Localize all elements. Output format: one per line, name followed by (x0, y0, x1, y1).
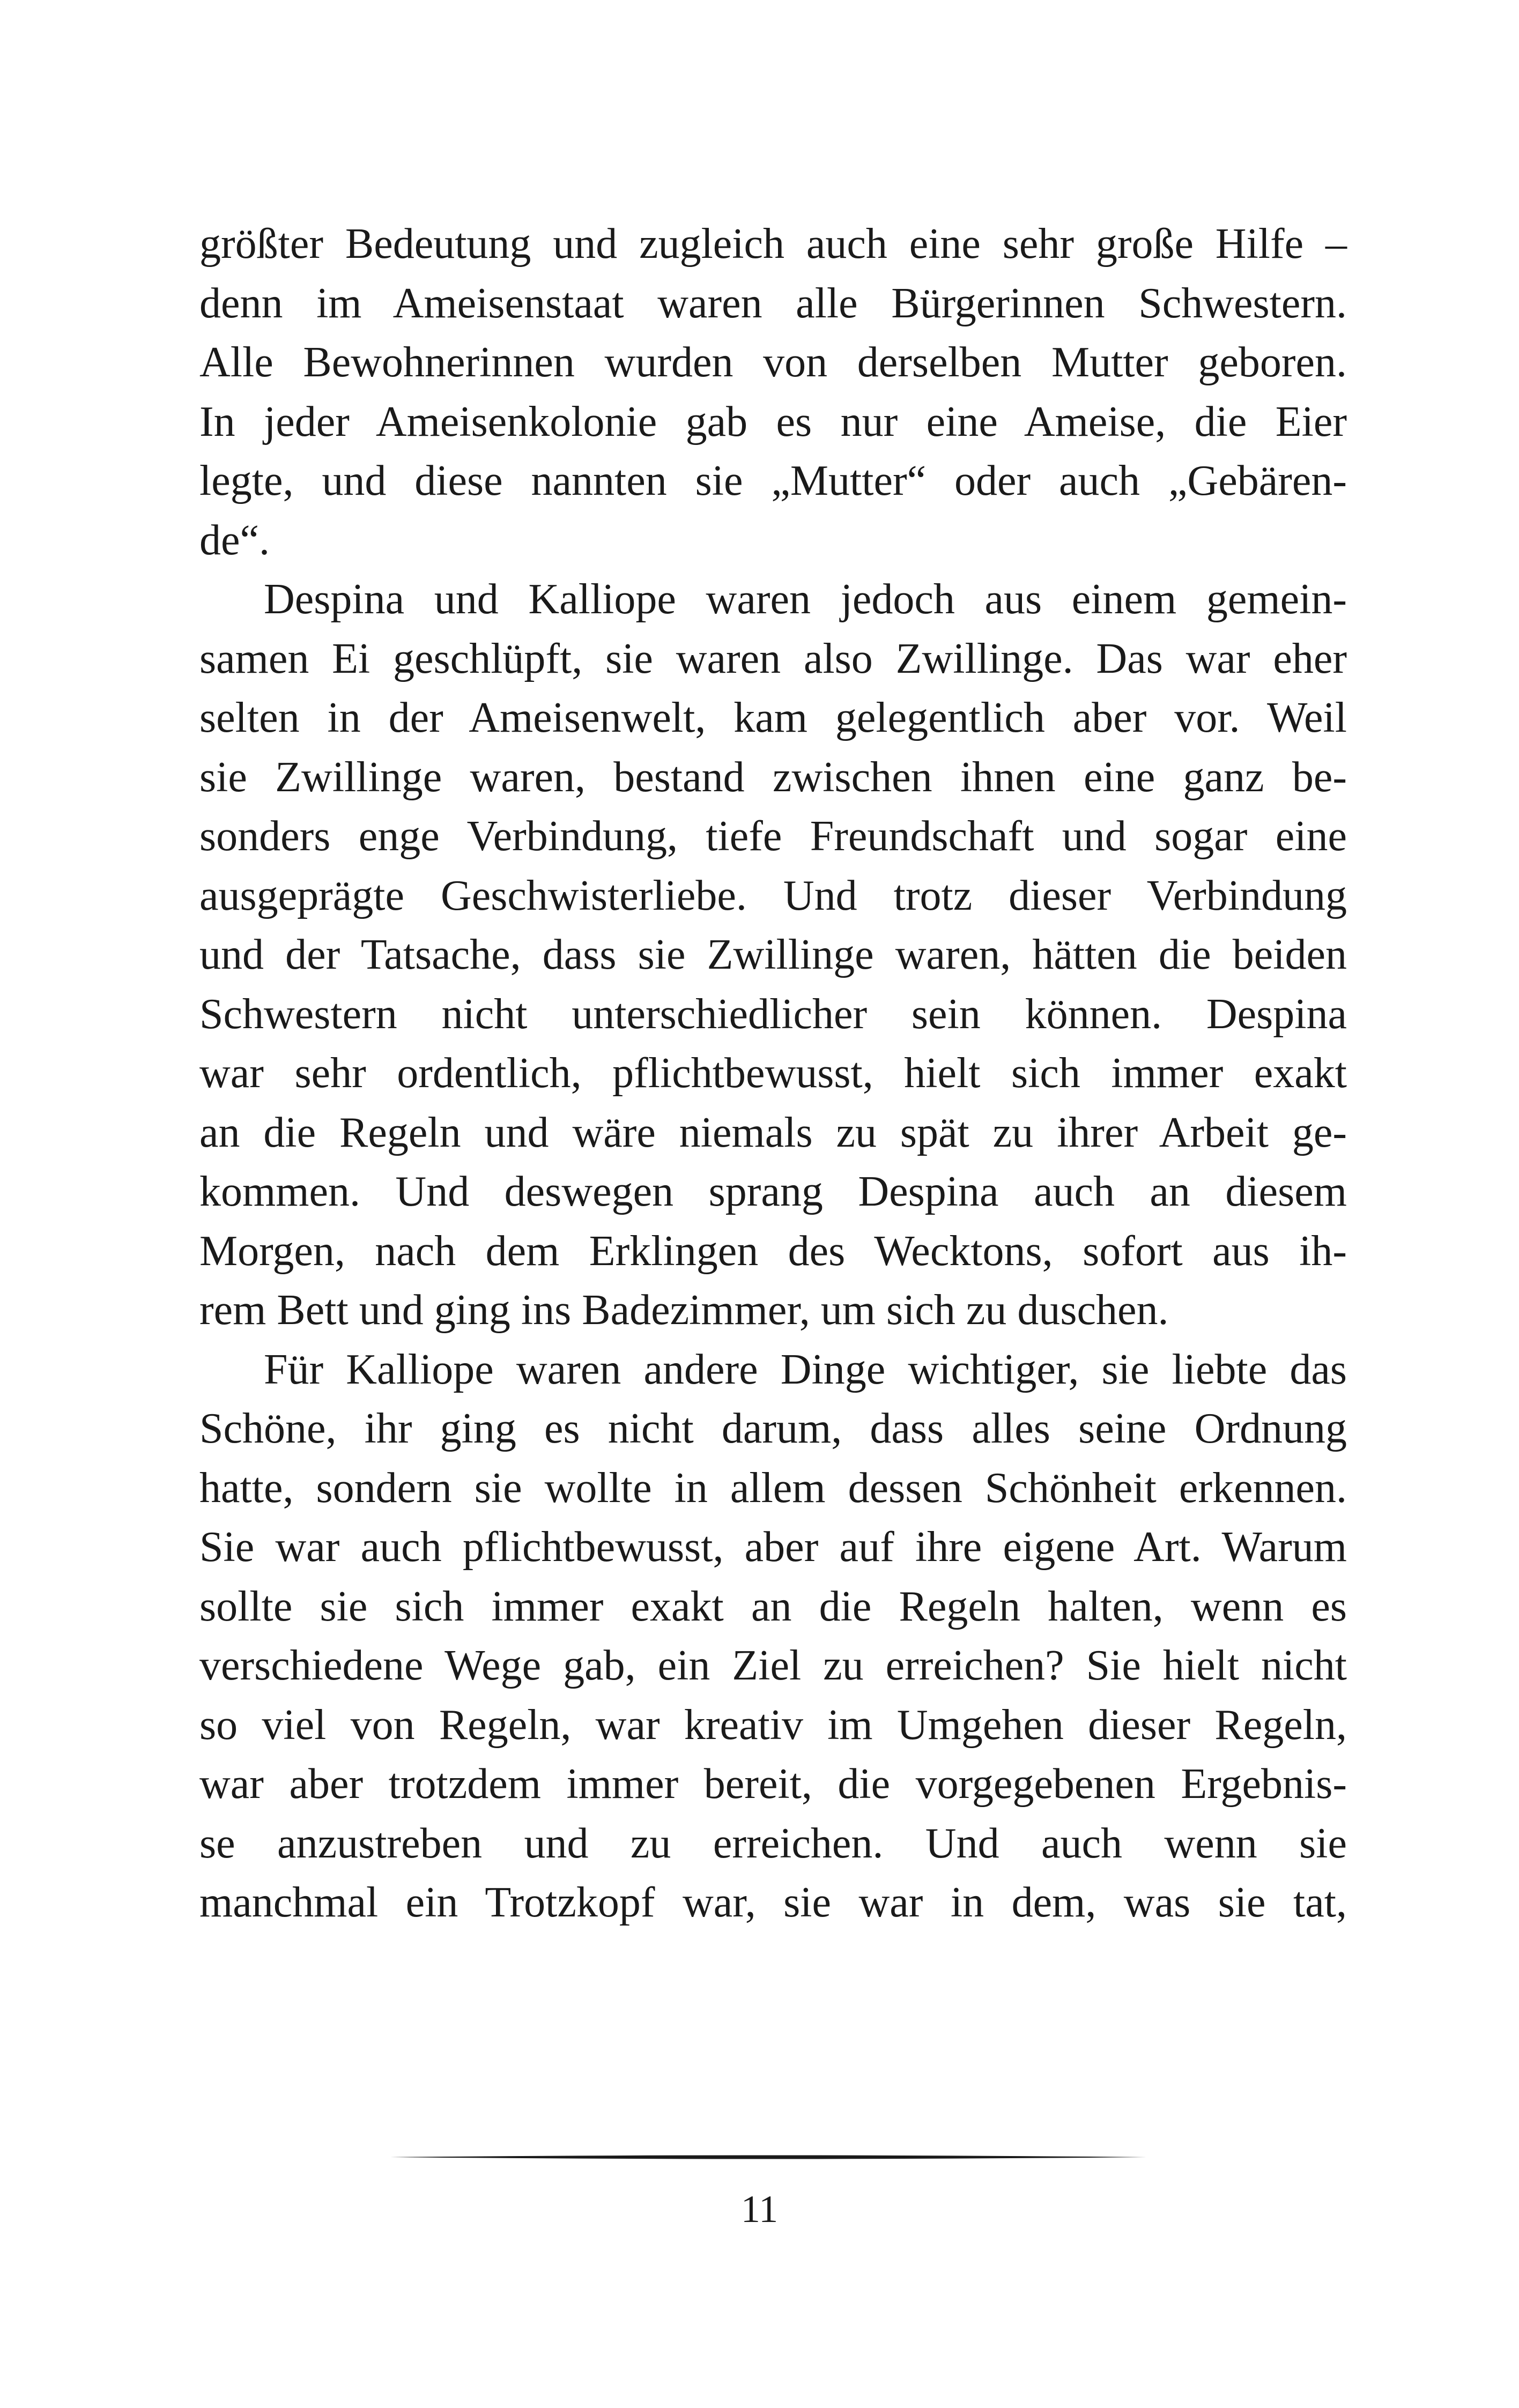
text-line: Despina und Kalliope waren jedoch aus einem gemein- (264, 576, 1347, 623)
text-line: an die Regeln und wäre niemals zu spät zu ihrer Arbeit ge- (199, 1109, 1347, 1156)
text-line: legte, und diese nannten sie „Mutter“ oder auch „Gebären- (199, 457, 1347, 504)
text-line: manchmal ein Trotzkopf war, sie war in dem, was sie tat, (199, 1879, 1347, 1926)
text-line: selten in der Ameisenwelt, kam gelegentlich aber vor. Weil (199, 694, 1347, 741)
text-line: se anzustreben und zu erreichen. Und auch wenn sie (199, 1819, 1347, 1867)
text-line: Schwestern nicht unterschiedlicher sein können. Despina (199, 990, 1347, 1038)
footer-rule (390, 2154, 1146, 2160)
text-line: denn im Ameisenstaat waren alle Bürgerinnen Schwestern. (199, 279, 1347, 327)
text-line: sonders enge Verbindung, tiefe Freundschaft und sogar eine (199, 813, 1347, 860)
text-line: samen Ei geschlüpft, sie waren also Zwillinge. Das war eher (199, 635, 1347, 682)
text-line: sollte sie sich immer exakt an die Regeln halten, wenn es (199, 1582, 1347, 1630)
text-line: so viel von Regeln, war kreativ im Umgehen dieser Regeln, (199, 1701, 1347, 1749)
text-line: In jeder Ameisenkolonie gab es nur eine Ameise, die Eier (199, 398, 1347, 445)
text-line: und der Tatsache, dass sie Zwillinge waren, hätten die beiden (199, 931, 1347, 978)
text-line: Morgen, nach dem Erklingen des Wecktons, sofort aus ih- (199, 1227, 1347, 1275)
text-line: sie Zwillinge waren, bestand zwischen ihnen eine ganz be- (199, 753, 1347, 801)
page-number: 11 (740, 2188, 779, 2231)
text-line: Alle Bewohnerinnen wurden von derselben Mutter geboren. (199, 339, 1347, 386)
text-line: kommen. Und deswegen sprang Despina auch an diesem (199, 1168, 1347, 1215)
text-line: war aber trotzdem immer bereit, die vorgegebenen Ergebnis- (199, 1760, 1347, 1808)
text-line: größter Bedeutung und zugleich auch eine sehr große Hilfe – (199, 220, 1347, 267)
text-line: Schöne, ihr ging es nicht darum, dass alles seine Ordnung (199, 1405, 1347, 1452)
text-line: de“. (199, 516, 270, 564)
text-line: war sehr ordentlich, pflichtbewusst, hielt sich immer exakt (199, 1050, 1347, 1097)
body-text (199, 214, 1347, 1933)
text-line: ausgeprägte Geschwisterliebe. Und trotz dieser Verbindung (199, 872, 1347, 919)
text-line: hatte, sondern sie wollte in allem dessen Schönheit erkennen. (199, 1464, 1347, 1512)
text-line: Für Kalliope waren andere Dinge wichtiger, sie liebte das (264, 1346, 1347, 1393)
text-line: verschiedene Wege gab, ein Ziel zu erreichen? Sie hielt nicht (199, 1642, 1347, 1689)
text-line: Sie war auch pflichtbewusst, aber auf ihre eigene Art. Warum (199, 1523, 1347, 1571)
text-line: rem Bett und ging ins Badezimmer, um sich zu duschen. (199, 1287, 1169, 1334)
